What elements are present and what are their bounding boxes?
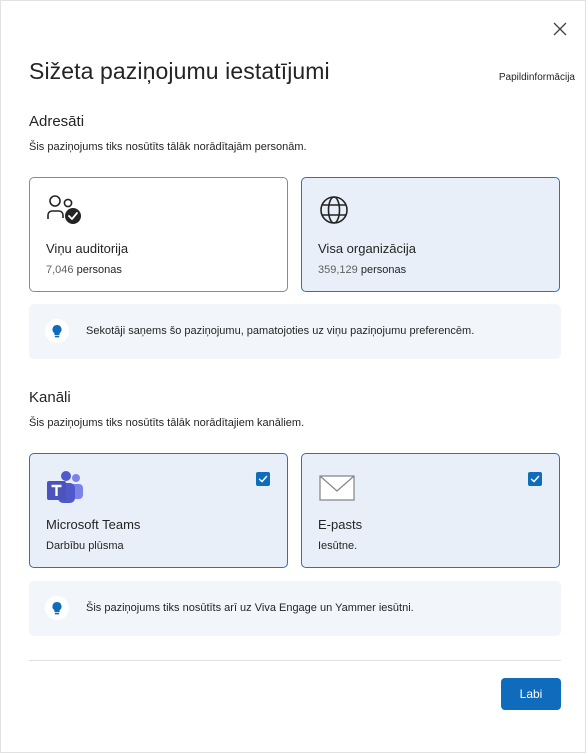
channels-description: Šis paziņojums tiks nosūtīts tālāk norādītajiem kanāliem. (29, 417, 305, 429)
channel-option-label: E-pasts (318, 517, 363, 532)
teams-checkbox[interactable] (256, 472, 270, 486)
channel-option-label: Microsoft Teams (46, 517, 141, 532)
recipient-option-organization[interactable] (301, 177, 560, 292)
mail-envelope-icon (318, 470, 356, 504)
lightbulb-icon (45, 596, 69, 620)
close-icon (553, 22, 567, 36)
recipient-option-label: Visa organizācija (318, 241, 417, 256)
people-check-icon (46, 194, 82, 226)
lightbulb-icon (45, 319, 69, 343)
recipients-info-text: Sekotāji saņems šo paziņojumu, pamatojoties uz viņu paziņojumu preferencēm. (86, 325, 475, 337)
globe-icon (318, 194, 350, 226)
dialog-title: Sižeta paziņojumu iestatījumi (29, 58, 330, 84)
channels-info-banner (29, 581, 561, 636)
close-button[interactable] (550, 19, 570, 39)
channels-info-text: Šis paziņojums tiks nosūtīts arī uz Viva Engage un Yammer iesūtni. (86, 602, 414, 614)
recipients-info-banner (29, 304, 561, 359)
ok-button[interactable]: Labi (501, 678, 561, 710)
recipient-option-audience[interactable] (29, 177, 288, 292)
recipient-option-count: 359,129 personas (318, 264, 407, 276)
footer-divider (29, 660, 561, 661)
checkmark-icon (530, 474, 540, 484)
email-checkbox[interactable] (528, 472, 542, 486)
channel-option-sub: Iesūtne. (318, 540, 358, 552)
microsoft-teams-icon (46, 470, 84, 504)
recipients-description: Šis paziņojums tiks nosūtīts tālāk norādītajām personām. (29, 141, 307, 153)
channel-option-teams[interactable] (29, 453, 288, 568)
more-info-link[interactable]: Papildinformācija (498, 72, 575, 83)
checkmark-icon (258, 474, 268, 484)
channels-heading: Kanāli (29, 389, 71, 406)
channel-option-sub: Darbību plūsma (46, 540, 124, 552)
channel-option-email[interactable] (301, 453, 560, 568)
recipient-option-label: Viņu auditorija (46, 241, 129, 256)
recipient-option-count: 7,046 personas (46, 264, 122, 276)
recipients-heading: Adresāti (29, 113, 85, 130)
